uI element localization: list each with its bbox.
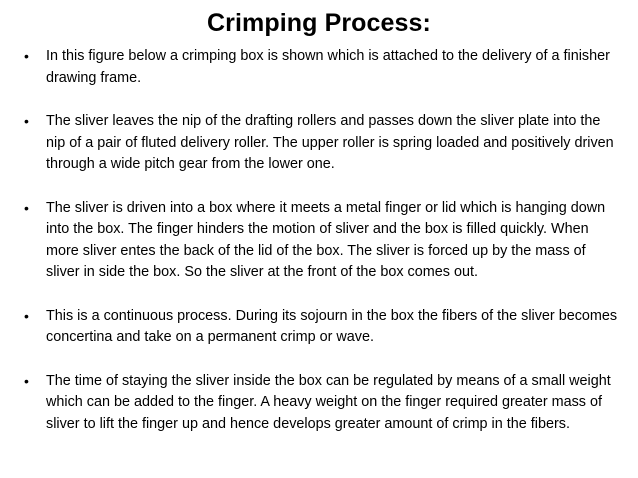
bullet-item-5	[22, 371, 618, 436]
bullet-text-5: The time of staying the sliver inside the box can be regulated by means of a small weight which can be added to the finger. A heavy weight on the finger required greater mass of sliver to lift the finger up and hence develops greater amount of crimp in the fibers.	[46, 372, 611, 432]
bullet-list	[22, 46, 618, 435]
bullet-dot-icon: •	[24, 113, 29, 129]
bullet-dot-icon: •	[24, 199, 29, 216]
bullet-text-1: In this figure below a crimping box is shown which is attached to the delivery of a finisher drawing frame.	[46, 48, 610, 86]
slide-title: Crimping Process:	[207, 9, 431, 37]
bullet-dot-icon: •	[24, 48, 29, 64]
bullet-text-3: The sliver is driven into a box where it meets a metal finger or lid which is hanging down into the box. The finger hinders the motion of sliver and the box is filled quickly. When more sliver entes the back of the lid of the box. The sliver is forced up by the mass of sliver in side the box. So the sliver at the front of the box comes out.	[46, 199, 606, 280]
bullet-text-2: The sliver leaves the nip of the drafting rollers and passes down the sliver plate into the nip of a pair of fluted delivery roller. The upper roller is spring loaded and positively driven through a wide pitch gear from the lower one.	[46, 113, 614, 172]
bullet-item-4	[22, 306, 618, 349]
bullet-text-4: This is a continuous process. During its sojourn in the box the fibers of the sliver becomes concertina and take on a permanent crimp or wave.	[46, 307, 618, 345]
bullet-item-3	[22, 198, 618, 284]
bullet-item-1	[22, 46, 618, 89]
bullet-item-2	[22, 111, 618, 176]
bullet-dot-icon: •	[24, 307, 29, 324]
bullet-dot-icon: •	[24, 372, 29, 389]
